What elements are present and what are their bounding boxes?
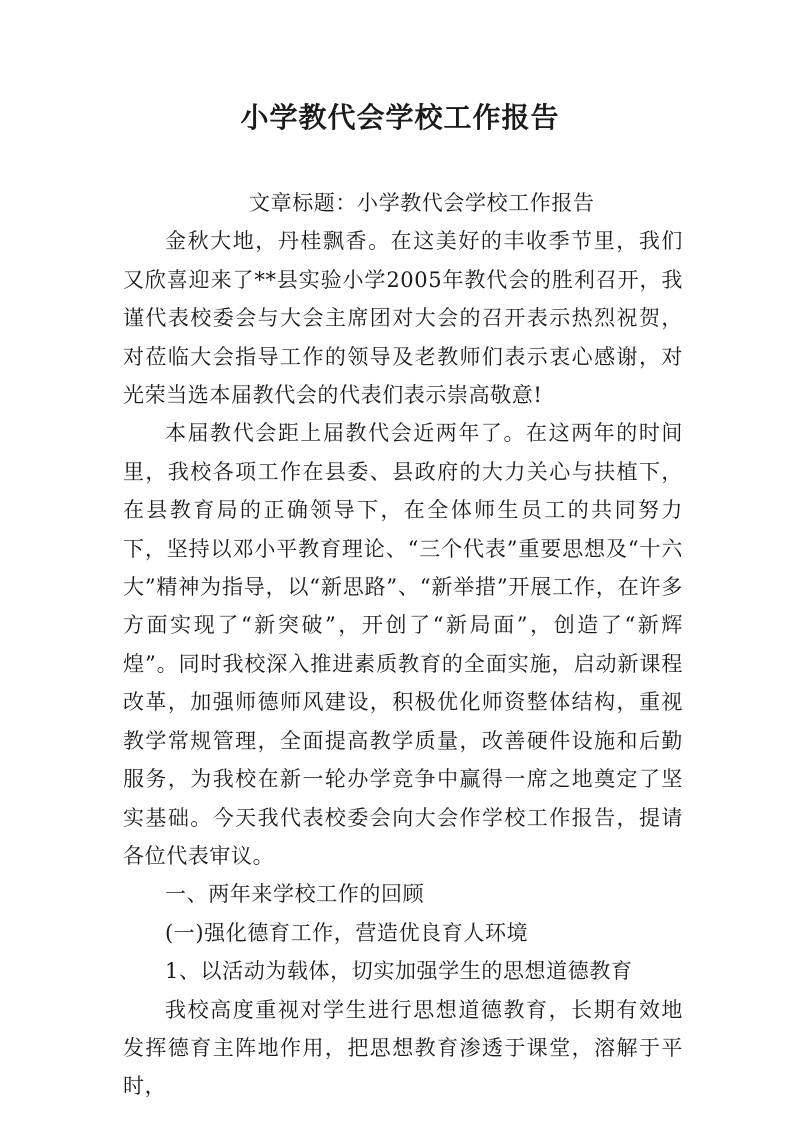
article-subtitle: 文章标题：小学教代会学校工作报告 bbox=[249, 191, 595, 215]
subsection-heading: (一)强化德育工作，营造优良育人环境 bbox=[165, 920, 529, 945]
paragraph-moral-education: 我校高度重视对学生进行思想道德教育，长期有效地发挥德育主阵地作用，把思想教育渗透于课堂，溶解于平时， bbox=[123, 997, 683, 1099]
document-body bbox=[123, 184, 683, 1106]
paragraph-overview: 本届教代会距上届教代会近两年了。在这两年的时间里，我校各项工作在县委、县政府的大力关心与扶植下，在县教育局的正确领导下，在全体师生员工的共同努力下，坚持以邓小平教育理论、“三个代表”重要思想及“十六大”精神为指导，以“新思路”、“新举措”开展工作，在许多方面实现了“新突破”，开创了“新局面”，创造了“新辉煌”。同时我校深入推进素质教育的全面实施，启动新课程改革，加强师德师风建设，积极优化师资整体结构，重视教学常规管理，全面提高教学质量，改善硬件设施和后勤服务，为我校在新一轮办学竞争中赢得一席之地奠定了坚实基础。今天我代表校委会向大会作学校工作报告，提请各位代表审议。 bbox=[123, 421, 683, 868]
section-heading: 一、两年来学校工作的回顾 bbox=[165, 882, 425, 907]
item-heading: 1、以活动为载体，切实加强学生的思想道德教育 bbox=[165, 959, 633, 984]
paragraph-opening: 金秋大地，丹桂飘香。在这美好的丰收季节里，我们又欣喜迎来了**县实验小学2005年教代会的胜利召开，我谨代表校委会与大会主席团对大会的召开表示热烈祝贺，对莅临大会指导工作的领导及老教师们表示衷心感谢，对光荣当选本届教代会的代表们表示崇高敬意! bbox=[123, 229, 683, 408]
document-title: 小学教代会学校工作报告 bbox=[240, 101, 560, 134]
